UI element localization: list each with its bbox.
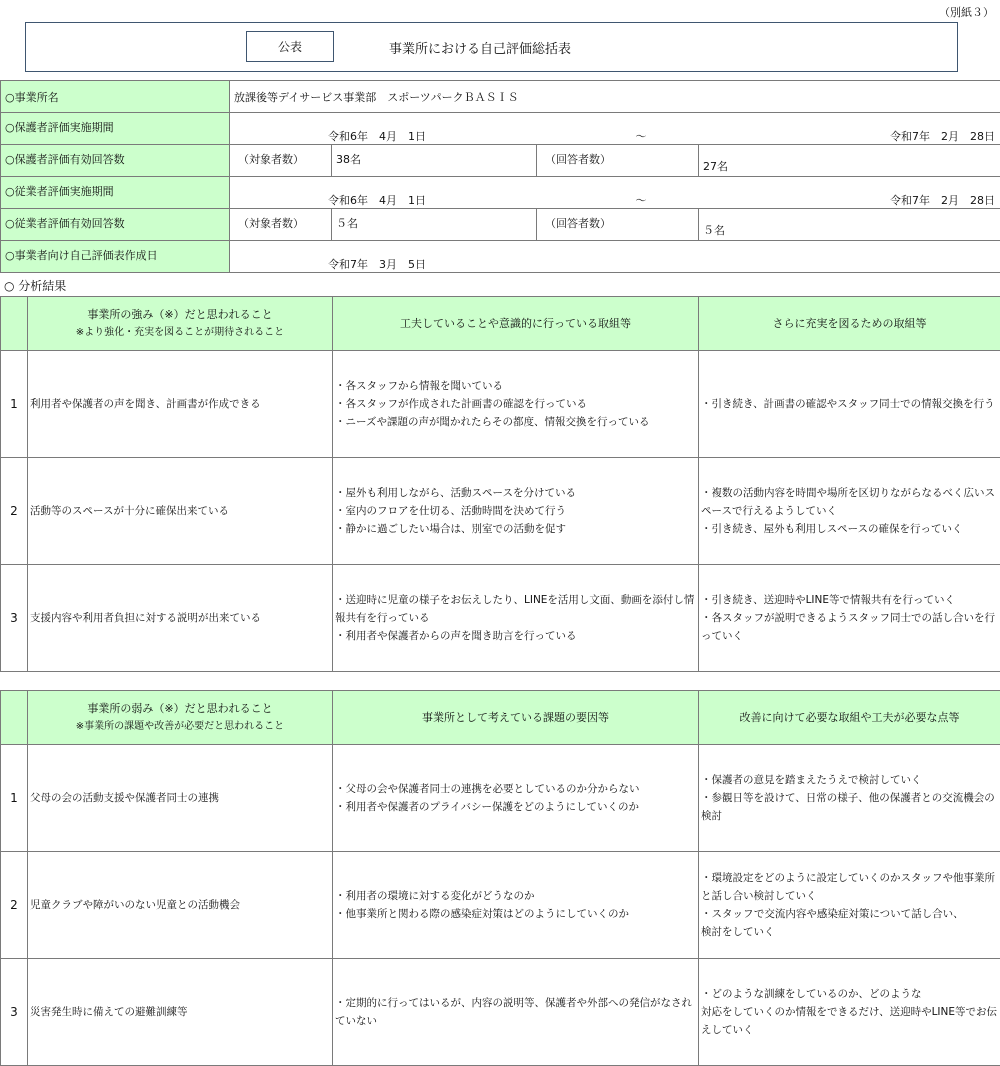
guardian-target: 38名: [332, 145, 537, 177]
header-weaknesses: 事業所の弱み（※）だと思われること ※事業所の課題や改善が必要だと思われること: [28, 691, 333, 745]
period-tilde: ～: [635, 193, 647, 207]
attachment-label: （別紙３）: [939, 6, 994, 19]
staff-period-end: 令和7年 2月 28日: [890, 193, 995, 207]
bullet-text: ・保護者の意見を踏まえたうえで検討していく: [701, 774, 922, 786]
row-number: 1: [1, 745, 28, 852]
guardian-respondents-label: （回答者数）: [537, 145, 699, 177]
strengths-table: [0, 296, 1000, 672]
row-further: [699, 351, 1000, 458]
row-item: 支援内容や利用者負担に対する説明が出来ている: [28, 565, 333, 672]
bullet-text: ・ニーズや課題の声が聞かれたらその都度、情報交換を行っている: [335, 416, 650, 428]
bullet-text: ・各スタッフが作成された計画書の確認を行っている: [335, 398, 587, 410]
row-number: 3: [1, 565, 28, 672]
period-tilde: ～: [635, 129, 647, 143]
bullet-text: ・静かに過ごしたい場合は、別室での活動を促す: [335, 523, 566, 535]
bullet-text: ・引き続き、計画書の確認やスタッフ同士での情報交換を行う: [701, 398, 995, 410]
bullet-text: 検討をしていく: [701, 926, 775, 938]
public-badge: 公表: [246, 31, 334, 62]
row-efforts: [333, 458, 699, 565]
bullet-text: ・利用者や保護者のプライバシー保護をどのようにしていくのか: [335, 801, 639, 813]
bullet-text: ・引き続き、屋外も利用しスペースの確保を行っていく: [701, 523, 963, 535]
bullet-text: ・利用者の環境に対する変化がどうなのか: [335, 890, 535, 902]
bullet-text: ・父母の会や保護者同士の連携を必要としているのか分からない: [335, 783, 640, 795]
bullet-text: ・利用者や保護者からの声を聞き助言を行っている: [335, 630, 577, 642]
staff-target-label: （対象者数）: [230, 209, 332, 241]
bullet-text: ・送迎時に児童の様子をお伝えしたり、LINEを活用し文面、動画を添付し情報共有を行っている: [335, 594, 695, 624]
header-efforts: 工夫していることや意識的に行っている取組等: [333, 297, 699, 351]
guardian-period-label: ○保護者評価実施期間: [1, 113, 230, 145]
weaknesses-table: [0, 690, 1000, 1066]
bullet-text: ・屋外も利用しながら、活動スペースを分けている: [335, 487, 576, 499]
staff-target: ５名: [332, 209, 537, 241]
staff-respondents: ５名: [699, 209, 1000, 241]
staff-respondents-label: （回答者数）: [537, 209, 699, 241]
bullet-text: ・環境設定をどのように設定していくのかスタッフや他事業所と話し合い検討していく: [701, 872, 995, 902]
table-row: [1, 852, 1000, 959]
bullet-text: ・参観日等を設けて、日常の様子、他の保護者との交流機会の検討: [701, 792, 995, 822]
guardian-period: [230, 113, 1000, 145]
created-date-label: ○事業者向け自己評価表作成日: [1, 241, 230, 273]
row-further: [699, 565, 1000, 672]
row-number: 1: [1, 351, 28, 458]
bullet-text: ・どのような訓練をしているのか、どのような: [701, 988, 922, 1000]
header-issue-causes: 事業所として考えている課題の要因等: [333, 691, 699, 745]
staff-period-start: 令和6年 4月 1日: [328, 193, 426, 207]
facility-name: 放課後等デイサービス事業部 スポーツパークＢＡＳＩＳ: [230, 81, 1000, 113]
header-improvements: 改善に向けて必要な取組や工夫が必要な点等: [699, 691, 1000, 745]
guardian-target-label: （対象者数）: [230, 145, 332, 177]
row-efforts: [333, 852, 699, 959]
row-item: 父母の会の活動支援や保護者同士の連携: [28, 745, 333, 852]
row-item: 災害発生時に備えての避難訓練等: [28, 959, 333, 1066]
row-item: 児童クラブや障がいのない児童との活動機会: [28, 852, 333, 959]
bullet-text: ・定期的に行ってはいるが、内容の説明等、保護者や外部への発信がなされていない: [335, 997, 692, 1027]
analysis-results-label: ○ 分析結果: [4, 279, 67, 293]
created-date-cell: [230, 241, 1000, 273]
created-date: 令和7年 3月 5日: [328, 257, 426, 271]
row-efforts: [333, 959, 699, 1066]
row-number: 3: [1, 959, 28, 1066]
row-further: [699, 458, 1000, 565]
guardian-period-end: 令和7年 2月 28日: [890, 129, 995, 143]
row-number: 2: [1, 852, 28, 959]
guardian-period-start: 令和6年 4月 1日: [328, 129, 426, 143]
guardian-responses-label: ○保護者評価有効回答数: [1, 145, 230, 177]
facility-info-table: [0, 80, 1000, 273]
table-row: [1, 959, 1000, 1066]
bullet-text: ・複数の活動内容を時間や場所を区切りながらなるべく広いスペースで行えるようしていく: [701, 487, 995, 517]
row-efforts: [333, 565, 699, 672]
row-efforts: [333, 351, 699, 458]
title-box: [25, 22, 958, 72]
row-item: 利用者や保護者の声を聞き、計画書が作成できる: [28, 351, 333, 458]
facility-name-label: ○事業所名: [1, 81, 230, 113]
bullet-text: ・各スタッフから情報を聞いている: [335, 380, 503, 392]
table-row: [1, 458, 1000, 565]
header-further-efforts: さらに充実を図るための取組等: [699, 297, 1000, 351]
bullet-text: ・スタッフで交流内容や感染症対策について話し合い、: [701, 908, 964, 920]
document-title: 事業所における自己評価総括表: [389, 42, 572, 57]
staff-period-label: ○従業者評価実施期間: [1, 177, 230, 209]
header-number: [1, 691, 28, 745]
row-further: [699, 959, 1000, 1066]
guardian-respondents: 27名: [699, 145, 1000, 177]
row-number: 2: [1, 458, 28, 565]
bullet-text: ・室内のフロアを仕切る、活動時間を決めて行う: [335, 505, 566, 517]
bullet-text: 対応をしていくのか情報をできるだけ、送迎時やLINE等でお伝えしていく: [701, 1006, 998, 1036]
row-further: [699, 852, 1000, 959]
staff-period: [230, 177, 1000, 209]
staff-responses-label: ○従業者評価有効回答数: [1, 209, 230, 241]
header-number: [1, 297, 28, 351]
header-strengths: 事業所の強み（※）だと思われること ※より強化・充実を図ることが期待されること: [28, 297, 333, 351]
bullet-text: ・各スタッフが説明できるようスタッフ同士での話し合いを行っていく: [701, 612, 995, 642]
bullet-text: ・他事業所と関わる際の感染症対策はどのようにしていくのか: [335, 908, 629, 920]
row-item: 活動等のスペースが十分に確保出来ている: [28, 458, 333, 565]
table-row: [1, 745, 1000, 852]
bullet-text: ・引き続き、送迎時やLINE等で情報共有を行っていく: [701, 594, 956, 606]
table-row: [1, 351, 1000, 458]
table-row: [1, 565, 1000, 672]
row-further: [699, 745, 1000, 852]
row-efforts: [333, 745, 699, 852]
